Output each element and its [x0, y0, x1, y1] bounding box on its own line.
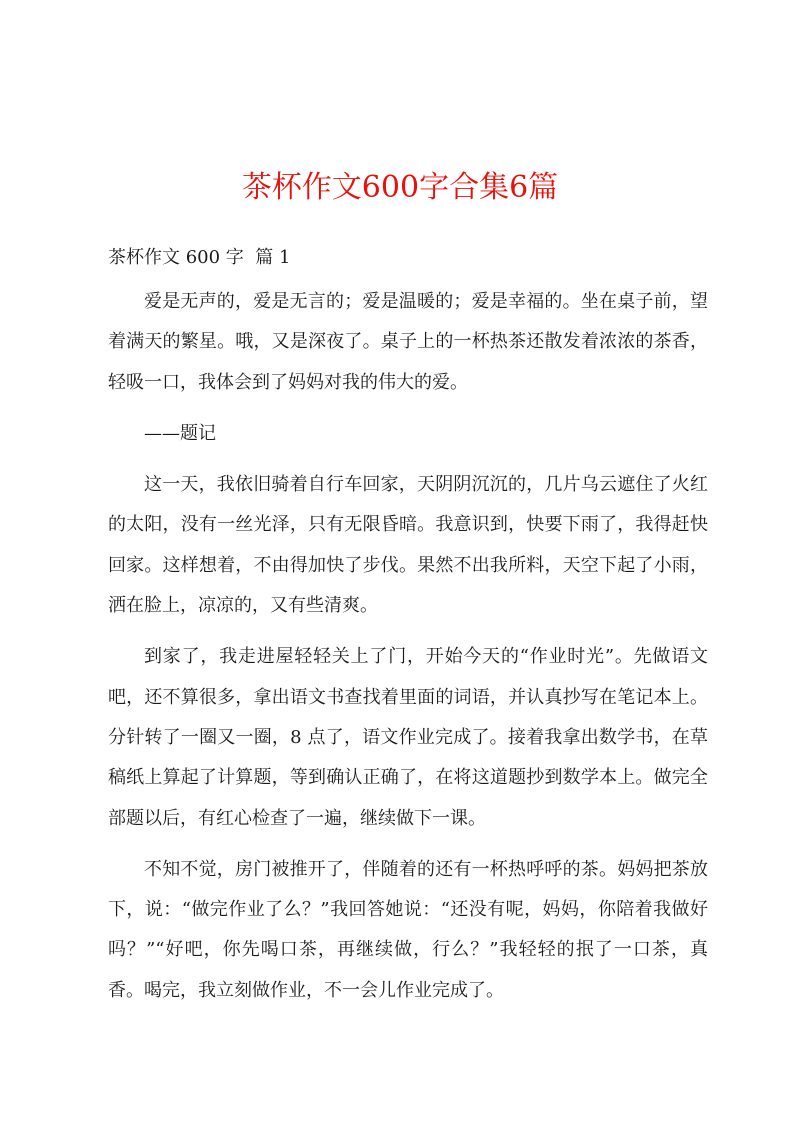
document-title: 茶杯作文600字合集6篇 — [241, 170, 559, 205]
paragraph-intro: 爱是无声的，爱是无言的；爱是温暖的；爱是幸福的。坐在桌子前，望着满天的繁星。哦，又是深夜了。桌子上的一杯热茶还散发着浓浓的茶香，轻吸一口，我体会到了妈妈对我的伟大的爱。 — [108, 291, 708, 393]
article-body — [108, 282, 708, 1022]
paragraph-homework: 到家了，我走进屋轻轻关上了门，开始今天的“作业时光”。先做语文吧，还不算很多，拿出语文书查找着里面的词语，并认真抄写在笔记本上。分针转了一圈又一圈，8 点了，语文作业完成了。接着我拿出数学书，在草稿纸上算起了计算题，等到确认正确了，在将这道题抄到数学本上。做完全部题以后，有红心检查了一遍，继续做下一课。 — [108, 646, 708, 829]
paragraph-epigraph: ——题记 — [144, 422, 216, 444]
section-heading: 茶杯作文 600 字 篇 1 — [108, 247, 291, 268]
paragraph-ride-home: 这一天，我依旧骑着自行车回家，天阴阴沉沉的，几片乌云遮住了火红的太阳，没有一丝光泽，只有无限昏暗。我意识到，快要下雨了，我得赶快回家。这样想着，不由得加快了步伐。果然不出我所料，天空下起了小雨，洒在脸上，凉凉的，又有些清爽。 — [108, 474, 708, 617]
paragraph-tea: 不知不觉，房门被推开了，伴随着的还有一杯热呼呼的茶。妈妈把茶放下，说：“做完作业了么？”我回答她说：“还没有呢，妈妈，你陪着我做好吗？”“好吧，你先喝口茶，再继续做，行么？”我轻轻的抿了一口茶，真香。喝完，我立刻做作业，不一会儿作业完成了。 — [108, 858, 708, 1001]
